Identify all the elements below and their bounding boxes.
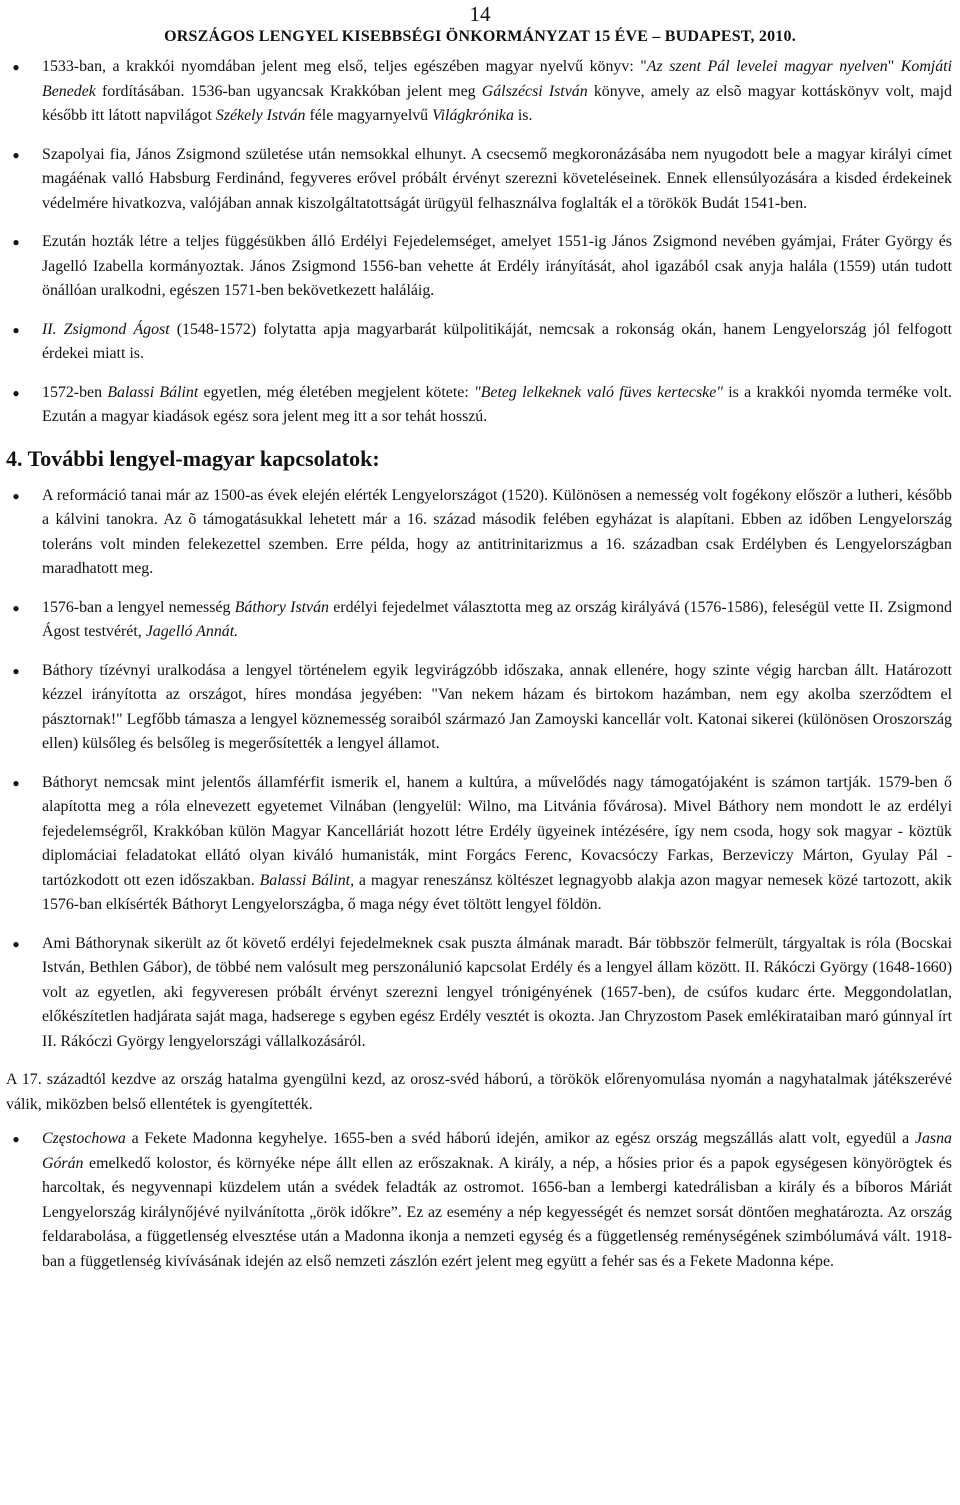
list-item-text: 1533-ban, a krakkói nyomdában jelent meg első, teljes egészében magyar nyelvű könyv: "Az szent Pál levelei magyar nyelven" Komjáti Benedek fordításában. 1536-ban ugyancsak Krakkóban jelent meg Gálszécsi István könyve, amely az elsõ magyar kottáskönyv volt, majd később itt látott napvilágot Székely István féle magyarnyelvű Világkrónika is. (42, 58, 952, 124)
bullet-icon: ● (12, 385, 20, 400)
list-item-text: A reformáció tanai már az 1500-as évek elején elérték Lengyelországot (1520). Különösen a nemesség volt fogékony először a lutheri, később a kálvini tanokra. Az õ támogatásukkal lehetett már a 16. század második felében egyházat is alapítani. Ebben az időben Lengyelország toleráns volt minden felekezettel szemben. Erre példa, hogy az antitrinitarizmus a 16. században csak Erdélyben és Lengyelországban maradhatott meg. (42, 486, 952, 577)
bullet-icon: ● (12, 147, 20, 162)
bullet-icon: ● (12, 1132, 20, 1146)
bullet-list-3 (0, 1127, 960, 1274)
list-item (0, 318, 960, 367)
list-item (0, 596, 960, 645)
italic-text: "Beteg lelkeknek való füves kertecske" (474, 383, 723, 401)
bullet-icon: ● (12, 60, 20, 74)
bullet-icon: ● (12, 488, 20, 503)
list-item-text: 1576-ban a lengyel nemesség Báthory István erdélyi fejedelmet választotta meg az ország királyává (1576-1586), feleségül vette II. Zsigmond Ágost testvérét, Jagelló Annát. (42, 598, 952, 640)
list-item-text: Częstochowa a Fekete Madonna kegyhelye. 1655-ben a svéd háború idején, amikor az egész ország megszállás alatt volt, egyedül a Jasna Górán emelkedő kolostor, és környéke népe állt ellen az erőszaknak. A király, a nép, a hősies prior és a papok egységesen könyörögtek és harcoltak, és negyvennapi küzdelem után a svédek feladták az ostromot. 1656-ban a lembergi katedrálisban a király és a bíboros Máriát Lengyelország királynőjévé nyilvánította „örök időkre”. Ez az esemény a nép kegyességét és nemzet sorsát döntően meghatározta. Az ország feldarabolása, a függetlenség elvesztése után a Madonna ikonja a nemzeti egység és a függetlenség reménységének szimbólumává vált. 1918-ban a függetlenség kivívásának idején az első nemzeti zászlón ezért jelent meg együtt a fehér sas és a Fekete Madonna képe. (42, 1130, 952, 1270)
italic-text: Báthory István (234, 598, 329, 616)
italic-text: Gálszécsi István (481, 82, 588, 100)
bullet-icon: ● (12, 322, 20, 337)
section-heading: 4. További lengyel-magyar kapcsolatok: (6, 445, 380, 471)
bullet-icon: ● (12, 936, 20, 951)
list-item (0, 143, 960, 217)
document-body (0, 55, 960, 1288)
italic-text: Częstochowa (42, 1130, 126, 1147)
bullet-icon: ● (12, 663, 20, 678)
list-item-text: 1572-ben Balassi Bálint egyetlen, még életében megjelent kötete: "Beteg lelkeknek való füves kertecske" is a krakkói nyomda terméke volt. Ezután a magyar kiadások egész sora jelent meg itt a sor tehát hosszú. (42, 383, 952, 425)
list-item-text: Szapolyai fia, János Zsigmond születése után nemsokkal elhunyt. A csecsemő megkoronázásába nem nyugodott bele a magyar királyi címet magáénak valló Habsburg Ferdinánd, fegyveres erővel próbált érvényt szerezni követeléseinek. Ennek ellensúlyozására a kisded érdekeinek védelmére hivatkozva, valójában annak kiszolgáltatottságát ürügyül felhasználva foglalták el a törökök Budát 1541-ben. (42, 145, 952, 212)
italic-text: Jagelló Annát. (145, 623, 239, 640)
italic-text: Az szent Pál levelei magyar nyelven (646, 58, 888, 75)
list-item-text: II. Zsigmond Ágost (1548-1572) folytatta apja magyarbarát külpolitikáját, nemcsak a rokonság okán, hanem Lengyelország jól felfogott érdekei miatt is. (42, 320, 952, 362)
italic-text: Balassi Bálint, (259, 871, 355, 889)
list-item (0, 659, 960, 757)
running-header-title: ORSZÁGOS LENGYEL KISEBBSÉGI ÖNKORMÁNYZAT 15 ÉVE – BUDAPEST, 2010. (164, 28, 796, 45)
italic-text: Komjáti Benedek (42, 58, 952, 100)
bullet-icon: ● (12, 235, 20, 249)
list-item (0, 771, 960, 918)
list-item-text: Ezután hozták létre a teljes függésükben álló Erdélyi Fejedelemséget, amelyet 1551-ig János Zsigmond nevében gyámjai, Fráter György és Jagelló Izabella kormányoztak. János Zsigmond 1556-ban vehette át Erdély irányítását, ahol igazából csak anyja halála (1559) után tudott önállóan uralkodni, egészen 1571-ben bekövetkezett haláláig. (42, 233, 952, 299)
list-item (0, 55, 960, 129)
italic-text: Jasna Górán (42, 1130, 952, 1172)
italic-text: II. Zsigmond Ágost (42, 320, 170, 338)
body-paragraph: A 17. századtól kezdve az ország hatalma gyengülni kezd, az orosz-svéd háború, a törökök előrenyomulása nyomán a nagyhatalmak játékszerévé válik, miközben belső ellentétek is gyengítették. (6, 1071, 952, 1113)
list-item (0, 1127, 960, 1274)
list-item (0, 932, 960, 1055)
bullet-icon: ● (12, 600, 20, 615)
list-item (0, 381, 960, 430)
list-item-text: Báthory tízévnyi uralkodása a lengyel történelem egyik legvirágzóbb időszaka, annak ellenére, hogy szinte végig harcban állt. Határozott kézzel irányította az országot, híres mondása jegyében: "Van nekem házam és birtokom hazámban, nem egy akolba szerződtem el pásztornak!" Legfőbb támasza a lengyel köznemesség soraiból származó Jan Zamoyski kancellár volt. Katonai sikerei (különösen Oroszország ellen) külsőleg és belsőleg is megerősítették a lengyel államot. (42, 661, 952, 752)
page-number: 14 (469, 2, 491, 26)
bullet-icon: ● (12, 775, 20, 790)
list-item-text: Báthoryt nemcsak mint jelentős államférfit ismerik el, hanem a kultúra, a művelődés nagy támogatójaként is számon tartják. 1579-ben ő alapította meg a róla elnevezett egyetemet Vilnában (lengyelül: Wilno, ma Litvánia fővárosa). Mivel Báthory nem mondott le az erdélyi fejedelemségről, Krakkóban külön Magyar Kancelláriát hozott létre Erdély ügyeinek intézésére, így nem csoda, hogy sok magyar - köztük diplomáciai feladatokat ellátó olyan kiváló humanisták, mint Forgács Ferenc, Kovacsóczy Farkas, Berzeviczy Márton, Gyulay Pál - tartózkodott ott ezen időszakban. Balassi Bálint, a magyar reneszánsz költészet legnagyobb alakja azon magyar nemesek közé tartozott, akik 1576-ban elkísérték Báthoryt Lengyelországba, ő maga négy évet töltött lengyel földön. (42, 773, 952, 913)
bullet-list-1 (0, 55, 960, 430)
list-item-text: Ami Báthorynak sikerült az őt követő erdélyi fejedelmeknek csak puszta álmának maradt. Bár többször felmerült, tárgyaltak is róla (Bocskai István, Bethlen Gábor), de többé nem valósult meg perszonálunió kapcsolat Erdély és a lengyel állam között. II. Rákóczi György (1648-1660) volt az egyetlen, aki fegyveresen próbált érvényt szerezni lengyel trónigényének (1657-ben), de csúfos kudarc érte. Meggondolatlan, előkészítetlen hadjárata saját maga, hadserege s egyben egész Erdély vesztét is okozta. Jan Chryzostom Pasek emlékirataiban maró gúnnyal írt II. Rákóczi György lengyelországi vállalkozásáról. (42, 934, 952, 1050)
list-item (0, 230, 960, 304)
italic-text: Világkrónika (432, 107, 514, 124)
bullet-list-2 (0, 484, 960, 1055)
list-item (0, 484, 960, 582)
italic-text: Székely István (215, 107, 306, 124)
italic-text: Balassi Bálint (107, 383, 199, 401)
